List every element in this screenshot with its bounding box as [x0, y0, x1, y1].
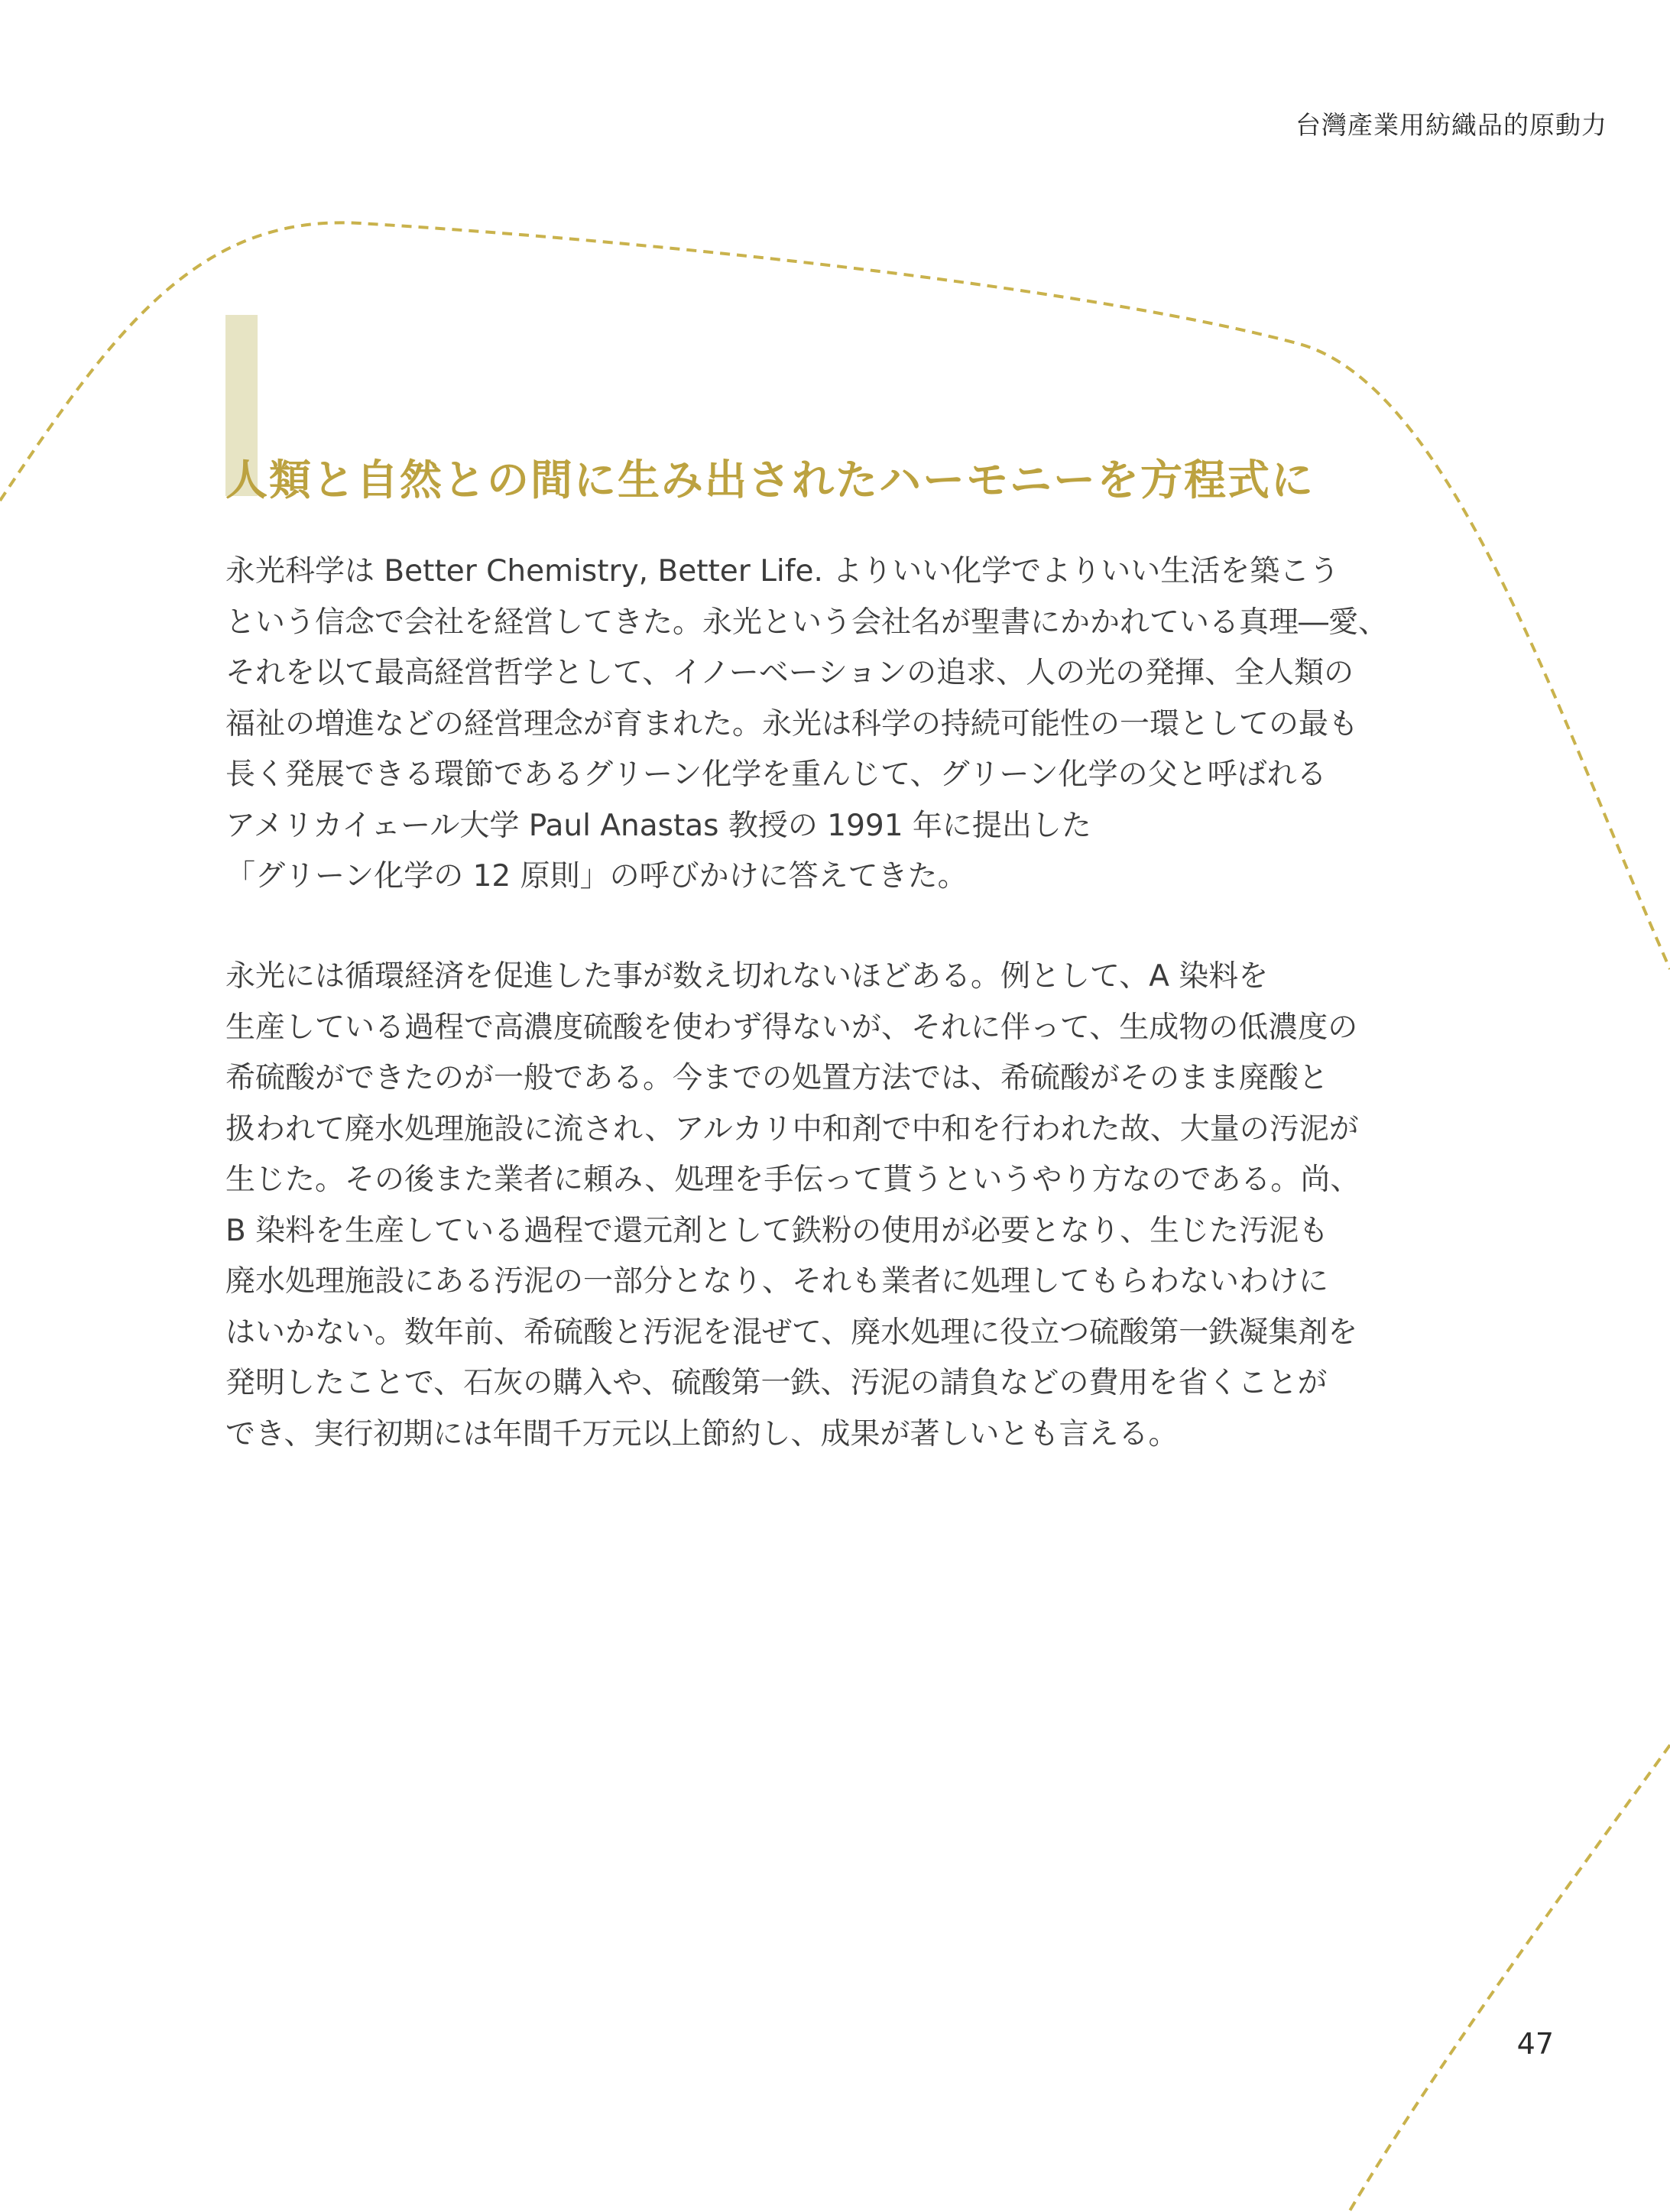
running-header: 台灣產業用紡織品的原動力 [1295, 110, 1607, 140]
paragraph-2-line: 生産している過程で高濃度硫酸を使わず得ないが、それに伴って、生成物の低濃度の [225, 1010, 1358, 1045]
paragraph-1-line: アメリカイェール大学 Paul Anastas 教授の 1991 年に提出した [225, 808, 1091, 843]
paragraph-1-line: 長く発展できる環節であるグリーン化学を重んじて、グリーン化学の父と呼ばれる [225, 757, 1327, 792]
paragraph-2-line: 廃水処理施設にある汚泥の一部分となり、それも業者に処理してもらわないわけに [225, 1264, 1329, 1299]
paragraph-2-line: B 染料を生産している過程で還元剤として鉄粉の使用が必要となり、生じた汚泥も [225, 1213, 1329, 1248]
paragraph-2-line: 希硫酸ができたのが一般である。今までの処置方法では、希硫酸がそのまま廃酸と [225, 1061, 1329, 1095]
paragraph-2 [225, 952, 1448, 1460]
paragraph-1 [225, 547, 1448, 903]
paragraph-1-line: 永光科学は Better Chemistry, Better Life. よりいい化学でよりいい生活を築こう [225, 554, 1340, 589]
paragraph-1-line: という信念で会社を経営してきた。永光という会社名が聖書にかかれている真理―愛、 [225, 605, 1389, 640]
page-number: 47 [1516, 2027, 1554, 2061]
paragraph-1-line: 福祉の増進などの経営理念が育まれた。永光は科学の持続可能性の一環としての最も [225, 706, 1359, 741]
paragraph-2-line: 発明したことで、石灰の購入や、硫酸第一鉄、汚泥の請負などの費用を省くことが [225, 1366, 1328, 1400]
paragraph-2-line: でき、実行初期には年間千万元以上節約し、成果が著しいとも言える。 [225, 1416, 1179, 1451]
section-title: 人類と自然との間に生み出されたハーモニーを方程式に [225, 456, 1315, 504]
paragraph-2-line: 扱われて廃水処理施設に流され、アルカリ中和剤で中和を行われた故、大量の汚泥が [225, 1111, 1359, 1147]
paragraph-2-line: 生じた。その後また業者に頼み、処理を手伝って貰うというやり方なのである。尚、 [225, 1163, 1360, 1197]
paragraph-2-line: 永光には循環経済を促進した事が数え切れないほどある。例として、A 染料を [225, 959, 1269, 994]
paragraph-2-line: はいかない。数年前、希硫酸と汚泥を混ぜて、廃水処理に役立つ硫酸第一鉄凝集剤を [225, 1315, 1358, 1350]
paragraph-1-line: 「グリーン化学の 12 原則」の呼びかけに答えてきた。 [225, 859, 968, 894]
paragraph-1-line: それを以て最高経営哲学として、イノーベーションの追求、人の光の発揮、全人類の [225, 656, 1354, 690]
dashed-curve-bottom [1349, 1745, 1670, 2212]
